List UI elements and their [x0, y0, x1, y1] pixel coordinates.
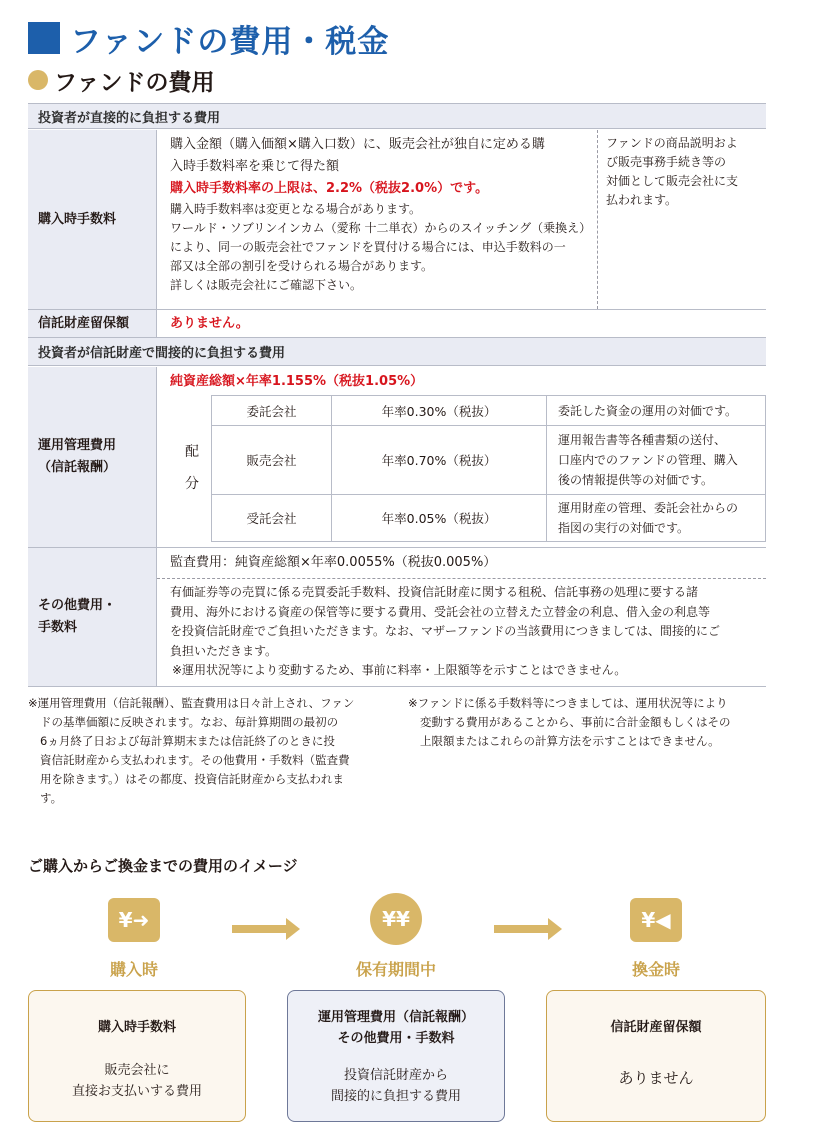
purchase-fee-note-line: び販売事務手続き等の [606, 155, 727, 169]
stage-box-redemption [546, 990, 766, 1122]
other-fees-line: を投資信託財産でご負担いただきます。なお、マザーファンドの当該費用につきましては、間接的にご [170, 624, 720, 638]
footnote-right [408, 694, 768, 751]
page-title-text: ファンドの費用・税金 [70, 23, 390, 60]
alloc-party: 受託会社 [246, 511, 297, 526]
footnote-line: 用を除きます。）はその都度、投資信託財産から支払われま [40, 772, 344, 786]
stage-box-holding [287, 990, 505, 1122]
title-square-icon [28, 22, 60, 54]
footnote-line: 変動する費用があることから、事前に合計金額もしくはその [420, 715, 731, 729]
yen-in-icon: ¥➜ [108, 898, 160, 942]
page-title [28, 18, 389, 58]
alloc-desc-line: 口座内でのファンドの管理、購入 [558, 453, 738, 467]
footnote-line: ※ファンドに係る手数料等につきましては、運用状況等により [408, 696, 728, 710]
alloc-party: 販売会社 [246, 453, 297, 468]
alloc-divider [546, 395, 547, 541]
trust-reserve-value: ありません。 [170, 316, 249, 331]
alloc-desc-line: 委託した資金の運用の対価です。 [558, 404, 738, 418]
label-column-border [156, 367, 157, 686]
footnote-line: ※運用管理費用（信託報酬）、監査費用は日々計上され、ファン [28, 696, 355, 710]
alloc-desc [558, 495, 763, 541]
row-label-other-fees [28, 548, 156, 686]
stage-box-body: 販売会社に [104, 1063, 170, 1078]
arrow-right-icon [232, 925, 288, 933]
alloc-desc-line: 後の情報提供等の対価です。 [558, 473, 714, 487]
stage-box-body: ありません [618, 1069, 694, 1087]
stage-box-title: 信託財産留保額 [610, 1020, 702, 1035]
purchase-fee-note-line: 対価として販売会社に支 [606, 174, 739, 188]
alloc-rate: 年率0.30%（税抜） [381, 403, 497, 419]
circle-bullet-icon [28, 70, 48, 90]
management-fee-total: 純資産総額×年率1.155%（税抜1.05%） [170, 374, 424, 389]
stage-box-body: 直接お支払いする費用 [71, 1084, 202, 1099]
purchase-fee-detail [170, 134, 590, 295]
other-fees-line: 負担いただきます。 [170, 643, 278, 658]
stage-label: 換金時 [631, 960, 680, 979]
purchase-fee-note-line: 払われます。 [606, 193, 678, 207]
other-fees-line: ※運用状況等により変動するため、事前に料率・上限額等を示すことはできません。 [172, 663, 627, 677]
alloc-desc [558, 426, 763, 494]
arrow-right-icon [494, 925, 550, 933]
other-fees-line: 有価証券等の売買に係る売買委託手数料、投資信託財産に関する租税、信託事務の処理に要する諸 [170, 585, 699, 599]
alloc-desc [558, 396, 763, 425]
purchase-fee-line: 購入時手数料率は変更となる場合があります。 [170, 202, 422, 216]
stage-box-purchase [28, 990, 246, 1122]
other-fees-label-line: 手数料 [38, 620, 78, 635]
alloc-rate: 年率0.70%（税抜） [381, 453, 497, 468]
audit-fee: 監査費用：純資産総額×年率0.0055%（税抜0.005%） [170, 555, 497, 570]
stage-box-title: 運用管理費用（信託報酬） [317, 1010, 474, 1025]
purchase-fee-line: により、同一の販売会社でファンドを買付ける場合には、申込手数料の一 [170, 240, 566, 254]
section-header-direct: 投資者が直接的に負担する費用 [28, 103, 766, 129]
table-bottom [28, 686, 766, 687]
other-fees-detail [170, 583, 766, 681]
footnote-line: 上限額またはこれらの計算方法を示すことはできません。 [420, 734, 720, 748]
stage-box-title: 購入時手数料 [97, 1020, 176, 1035]
alloc-table-bottom [211, 541, 766, 542]
purchase-fee-line: 入時手数料率を乗じて得た額 [170, 159, 340, 174]
other-fees-line: 費用、海外における資産の保管等に要する費用、受託会社の立替えた立替金の利息、借入金の利息等 [170, 604, 711, 619]
dashed-divider [157, 578, 766, 579]
stage-box-body: 間接的に負担する費用 [330, 1089, 461, 1104]
dashed-divider [597, 130, 598, 309]
purchase-fee-line: 詳しくは販売会社にご確認下さい。 [170, 278, 363, 292]
section-subtitle [28, 64, 215, 96]
footnote-line: ドの基準価額に反映されます。なお、毎計算期間の最初の [40, 715, 339, 729]
alloc-desc-line: 運用報告書等各種書類の送付、 [558, 433, 727, 447]
alloc-divider [765, 395, 766, 541]
row-label-purchase-fee: 購入時手数料 [28, 130, 156, 309]
footnote-line: 6ヵ月終了日および毎計算期末または信託終了のときに投 [40, 734, 335, 748]
purchase-fee-note-line: ファンドの商品説明およ [606, 136, 738, 150]
stage-box-body: 投資信託財産から [343, 1068, 448, 1083]
purchase-fee-line: 部又は全部の割引を受けられる場合があります。 [170, 259, 434, 273]
stage-box-title: その他費用・手数料 [337, 1031, 455, 1046]
other-fees-label-line: その他費用・ [38, 598, 117, 613]
purchase-fee-line: 購入金額（購入価額×購入口数）に、販売会社が独自に定める購 [170, 137, 545, 152]
allocation-label: 分 [185, 476, 199, 492]
alloc-desc-line: 指図の実行の対価です。 [558, 521, 690, 535]
yen-bags-icon: ¥¥ [370, 893, 422, 945]
yen-out-icon: ¥◀ [630, 898, 682, 942]
section-header-indirect: 投資者が信託財産で間接的に負担する費用 [28, 337, 766, 366]
allocation-label: 配 [185, 444, 199, 460]
management-fee-label-line: 運用管理費用 [38, 438, 117, 453]
footnote-left [28, 694, 388, 808]
purchase-fee-line: ワールド・ソブリンインカム（愛称 十二単衣）からのスイッチング（乗換え） [170, 221, 592, 235]
footnote-line: す。 [40, 791, 63, 805]
alloc-desc-line: 運用財産の管理、委託会社からの [558, 501, 739, 515]
footnote-line: 資信託財産から支払われます。その他費用・手数料（監査費 [40, 753, 350, 767]
alloc-rate: 年率0.05%（税抜） [381, 511, 497, 526]
stage-label: 保有期間中 [355, 960, 436, 979]
row-label-management-fee [28, 367, 156, 547]
stage-label: 購入時 [109, 960, 158, 979]
purchase-fee-upper-limit: 購入時手数料率の上限は、2.2%（税抜2.0%）です。 [170, 181, 489, 196]
row-label-trust-reserve: 信託財産留保額 [28, 310, 156, 337]
purchase-fee-note [606, 134, 766, 210]
alloc-party: 委託会社 [246, 403, 297, 419]
management-fee-label-line: （信託報酬） [38, 460, 117, 475]
label-column-border [156, 130, 157, 337]
section-subtitle-text: ファンドの費用 [54, 69, 215, 96]
cost-image-title: ご購入からご換金までの費用のイメージ [28, 857, 298, 875]
